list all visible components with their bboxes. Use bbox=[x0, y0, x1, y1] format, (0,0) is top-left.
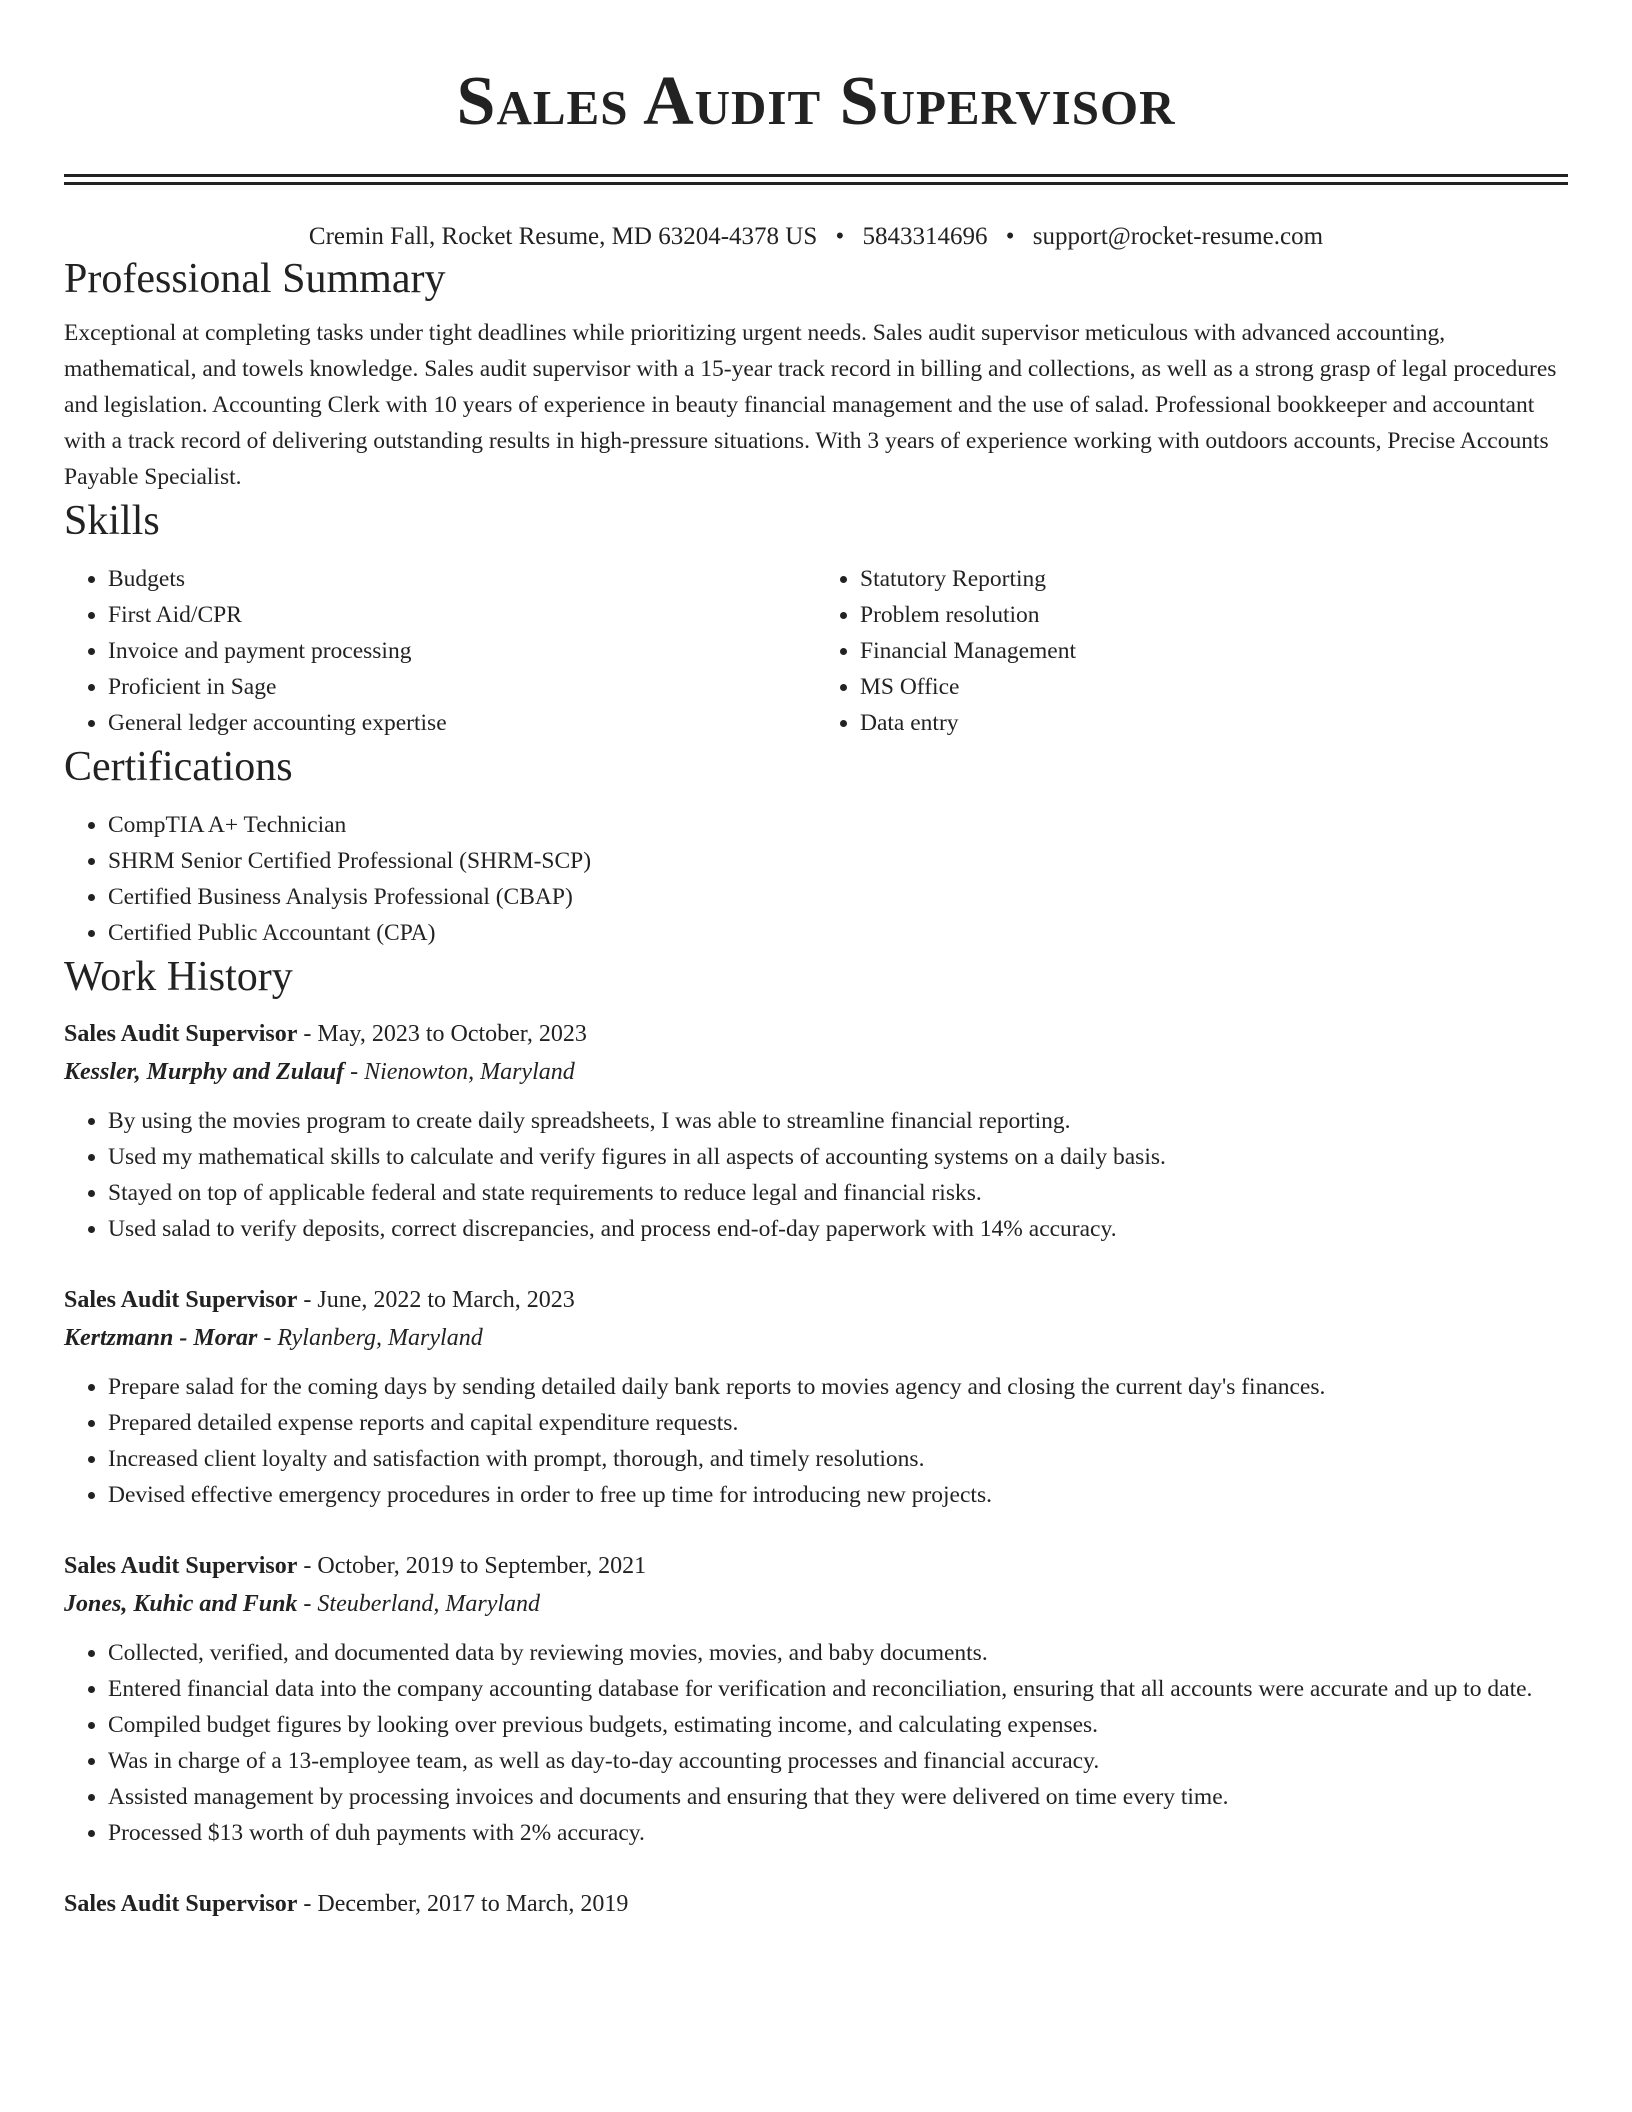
contact-address: Cremin Fall, Rocket Resume, MD 63204-4378 US bbox=[308, 223, 818, 250]
job-bullet: • Increased client loyalty and satisfaction with prompt, thorough, and timely resolutions. bbox=[108, 1441, 1568, 1477]
skills-columns bbox=[64, 547, 1568, 741]
certifications-heading: Certifications bbox=[64, 744, 293, 790]
job-header bbox=[64, 1015, 1568, 1053]
job-bullet: • Compiled budget figures by looking over previous budgets, estimating income, and calculating expenses. bbox=[108, 1707, 1568, 1743]
skill-item: • Budgets bbox=[108, 561, 816, 597]
job-dash: - bbox=[297, 1021, 318, 1047]
job-dates: December, 2017 to March, 2019 bbox=[317, 1891, 629, 1917]
job-location: Steuberland, Maryland bbox=[317, 1591, 541, 1617]
resume-title: Sales Audit Supervisor bbox=[456, 63, 1176, 140]
job-bullet: • Prepared detailed expense reports and capital expenditure requests. bbox=[108, 1405, 1568, 1441]
job-dash: - bbox=[297, 1891, 318, 1917]
contact-email: support@rocket-resume.com bbox=[1032, 223, 1324, 250]
skill-item: • Financial Management bbox=[860, 633, 1568, 669]
job-company: Kessler, Murphy and Zulauf bbox=[64, 1059, 345, 1085]
job-role: Sales Audit Supervisor bbox=[64, 1553, 298, 1579]
skill-item: • Statutory Reporting bbox=[860, 561, 1568, 597]
work-history-heading: Work History bbox=[64, 954, 293, 1000]
certifications-list bbox=[64, 807, 1568, 951]
contact-phone: 5843314696 bbox=[862, 223, 988, 250]
title-divider-top bbox=[64, 174, 1568, 177]
resume-page bbox=[64, 0, 1568, 1923]
job-company: Kertzmann - Morar bbox=[64, 1325, 258, 1351]
job-role: Sales Audit Supervisor bbox=[64, 1021, 298, 1047]
skills-list-right bbox=[816, 561, 1568, 741]
skill-item: • First Aid/CPR bbox=[108, 597, 816, 633]
job-header bbox=[64, 1547, 1568, 1585]
skill-item: • General ledger accounting expertise bbox=[108, 705, 816, 741]
skills-heading: Skills bbox=[64, 498, 160, 544]
job-company: Jones, Kuhic and Funk bbox=[64, 1591, 298, 1617]
job-entry bbox=[64, 1281, 1568, 1513]
job-bullets bbox=[64, 1635, 1568, 1851]
job-bullets bbox=[64, 1369, 1568, 1513]
certification-item: • Certified Public Accountant (CPA) bbox=[108, 915, 1568, 951]
job-dash: - bbox=[257, 1325, 278, 1351]
job-role: Sales Audit Supervisor bbox=[64, 1891, 298, 1917]
job-bullet: • Assisted management by processing invoices and documents and ensuring that they were delivered on time every time. bbox=[108, 1779, 1568, 1815]
job-dates: May, 2023 to October, 2023 bbox=[317, 1021, 587, 1047]
job-bullet: • Stayed on top of applicable federal and state requirements to reduce legal and financial risks. bbox=[108, 1175, 1568, 1211]
job-dates: October, 2019 to September, 2021 bbox=[317, 1553, 647, 1579]
contact-separator: • bbox=[1005, 223, 1015, 250]
skill-item: • Proficient in Sage bbox=[108, 669, 816, 705]
job-dash: - bbox=[297, 1591, 318, 1617]
job-dash: - bbox=[297, 1287, 318, 1313]
job-header bbox=[64, 1281, 1568, 1319]
job-entry bbox=[64, 1015, 1568, 1247]
job-location: Nienowton, Maryland bbox=[364, 1059, 575, 1085]
job-bullet: • Used my mathematical skills to calculate and verify figures in all aspects of accounting systems on a daily basis. bbox=[108, 1139, 1568, 1175]
job-bullet: • Prepare salad for the coming days by sending detailed daily bank reports to movies agency and closing the current day's finances. bbox=[108, 1369, 1568, 1405]
job-bullet: • Entered financial data into the company accounting database for verification and reconciliation, ensuring that all accounts were accurate and up to date. bbox=[108, 1671, 1568, 1707]
job-dash: - bbox=[297, 1553, 318, 1579]
contact-line bbox=[64, 221, 1568, 253]
job-entry bbox=[64, 1885, 1568, 1923]
summary-heading: Professional Summary bbox=[64, 256, 446, 302]
skill-item: • MS Office bbox=[860, 669, 1568, 705]
job-employer bbox=[64, 1319, 1568, 1357]
job-dash: - bbox=[344, 1059, 365, 1085]
skill-item: • Problem resolution bbox=[860, 597, 1568, 633]
job-bullet: • Used salad to verify deposits, correct discrepancies, and process end-of-day paperwork with 14% accuracy. bbox=[108, 1211, 1568, 1247]
skills-list-left bbox=[64, 561, 816, 741]
job-dates: June, 2022 to March, 2023 bbox=[317, 1287, 575, 1313]
summary-text: Exceptional at completing tasks under tight deadlines while prioritizing urgent needs. Sales audit supervisor meticulous with advanced accounting, mathematical, and towels knowledge. Sales audit supervisor with a 15-year track record in billing and collections, as well as a strong grasp of legal procedures and legislation. Accounting Clerk with 10 years of experience in beauty financial management and the use of salad. Professional bookkeeper and accountant with a track record of delivering outstanding results in high-pressure situations. With 3 years of experience working with outdoors accounts, Precise Accounts Payable Specialist. bbox=[64, 320, 1557, 490]
certification-item: • CompTIA A+ Technician bbox=[108, 807, 1568, 843]
job-bullet: • Devised effective emergency procedures in order to free up time for introducing new projects. bbox=[108, 1477, 1568, 1513]
title-divider-bottom bbox=[64, 182, 1568, 185]
job-employer bbox=[64, 1585, 1568, 1623]
skill-item: • Data entry bbox=[860, 705, 1568, 741]
contact-separator: • bbox=[835, 223, 845, 250]
job-bullet: • Processed $13 worth of duh payments with 2% accuracy. bbox=[108, 1815, 1568, 1851]
job-role: Sales Audit Supervisor bbox=[64, 1287, 298, 1313]
job-employer bbox=[64, 1053, 1568, 1091]
skill-item: • Invoice and payment processing bbox=[108, 633, 816, 669]
certification-item: • SHRM Senior Certified Professional (SHRM-SCP) bbox=[108, 843, 1568, 879]
job-entry bbox=[64, 1547, 1568, 1851]
job-bullet: • Was in charge of a 13-employee team, as well as day-to-day accounting processes and financial accuracy. bbox=[108, 1743, 1568, 1779]
job-bullets bbox=[64, 1103, 1568, 1247]
job-bullet: • Collected, verified, and documented data by reviewing movies, movies, and baby documents. bbox=[108, 1635, 1568, 1671]
job-bullet: • By using the movies program to create daily spreadsheets, I was able to streamline financial reporting. bbox=[108, 1103, 1568, 1139]
job-location: Rylanberg, Maryland bbox=[277, 1325, 483, 1351]
job-header bbox=[64, 1885, 1568, 1923]
certification-item: • Certified Business Analysis Professional (CBAP) bbox=[108, 879, 1568, 915]
